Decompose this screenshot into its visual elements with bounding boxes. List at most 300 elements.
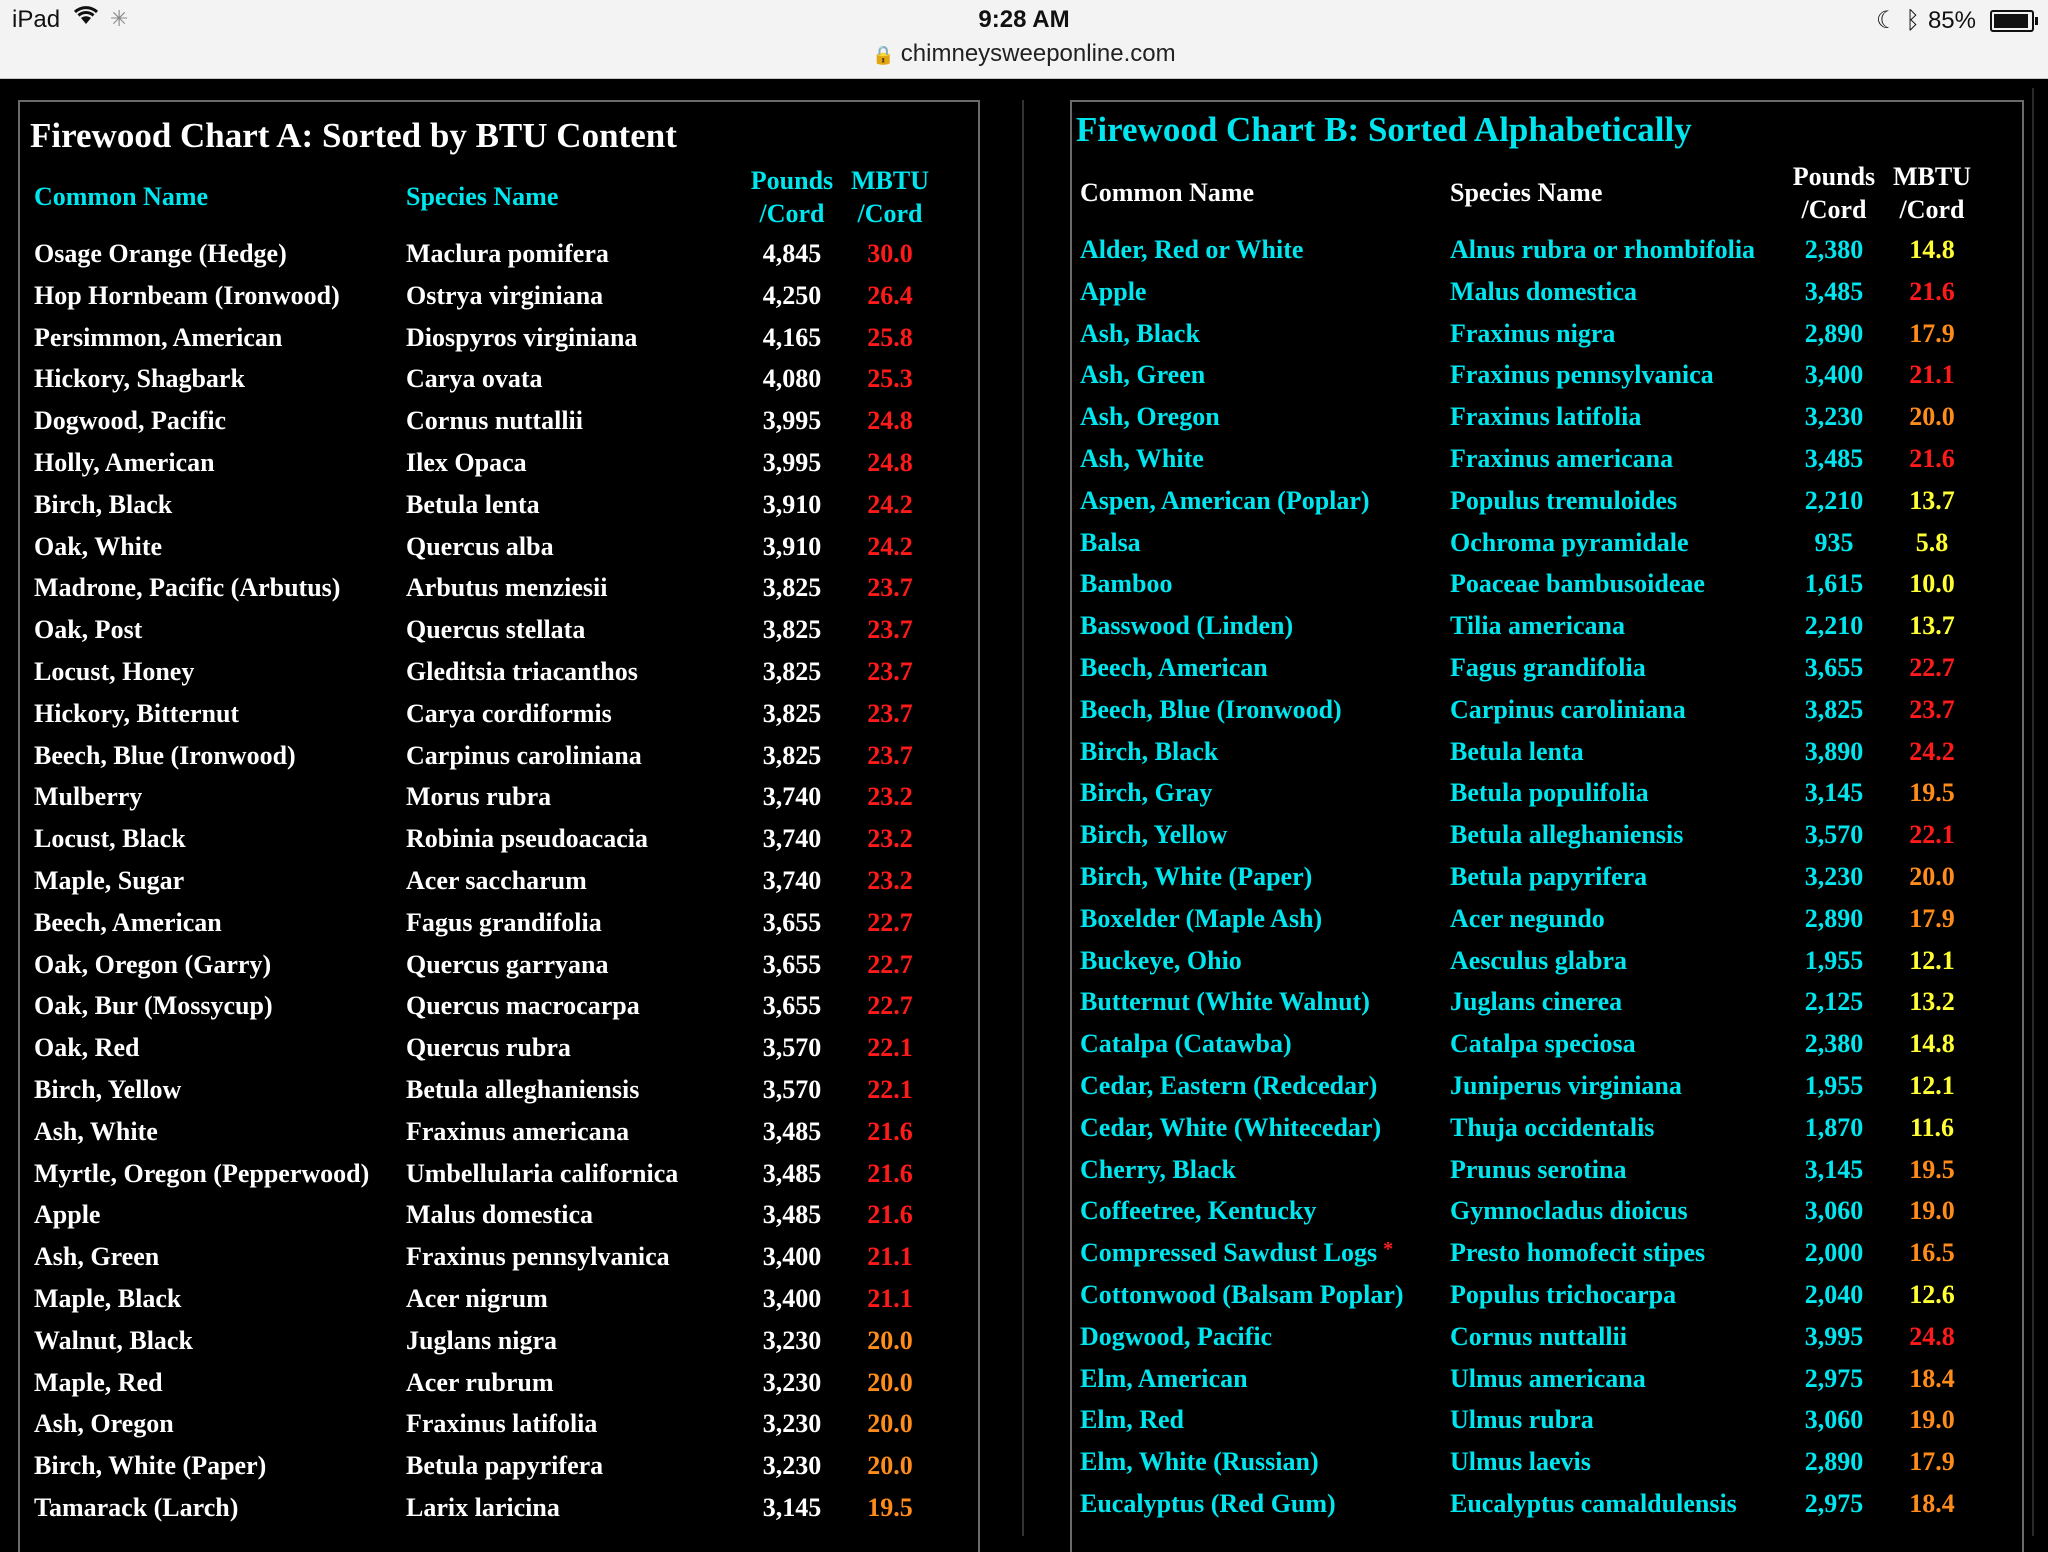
pounds-cell: 2,040 [1804,1280,1864,1309]
pounds-cell: 3,655 [762,907,822,937]
table-row [1072,1196,2022,1238]
species-name-cell: Cornus nuttallii [406,406,583,436]
mbtu-cell: 21.1 [867,1242,913,1272]
species-name-cell: Arbutus menziesii [406,573,608,603]
table-row [20,1493,978,1535]
common-name-cell: Basswood (Linden) [1080,611,1294,641]
common-name-cell: Elm, Red [1080,1405,1184,1435]
pounds-cell: 3,230 [1804,402,1864,432]
pounds-cell: 3,910 [762,531,822,561]
chart-a-header-common: Common Name [34,182,209,211]
mbtu-cell: 26.4 [867,280,913,310]
species-name-cell: Cornus nuttallii [1450,1321,1627,1351]
mbtu-cell: 24.8 [867,448,913,477]
common-name-cell: Dogwood, Pacific [34,406,227,436]
chart-b-panel [1070,100,2024,1552]
common-name-cell: Osage Orange (Hedge) [34,239,287,268]
species-name-cell: Diospyros virginiana [406,322,638,352]
battery-percent: 85% [1927,6,1976,34]
pounds-cell: 2,210 [1804,485,1864,515]
common-name-cell: Butternut (White Walnut) [1080,987,1370,1017]
common-name-cell: Maple, Red [34,1367,163,1397]
mbtu-cell: 20.0 [867,1409,913,1439]
pounds-cell: 4,250 [762,280,822,310]
pounds-cell: 3,400 [762,1284,822,1313]
mbtu-cell: 17.9 [1909,1447,1955,1477]
mbtu-cell: 22.7 [1909,653,1955,682]
pounds-cell: 3,145 [1804,778,1864,808]
mbtu-cell: 22.7 [867,949,913,979]
table-row [20,657,978,699]
common-name-cell: Maple, Sugar [34,866,185,895]
pounds-cell: 3,740 [762,782,822,812]
common-name-cell: Oak, Post [34,615,143,645]
pounds-cell: 3,400 [1804,360,1864,390]
common-name-cell: Oak, Red [34,1033,140,1063]
mbtu-cell: 24.2 [1909,736,1955,766]
species-name-cell: Fraxinus americana [406,1116,630,1146]
pounds-cell: 3,825 [762,615,822,645]
chart-a-header-mbtu: MBTU /Cord [851,166,929,228]
species-name-cell: Presto homofecit stipes [1450,1238,1706,1268]
table-row [1072,1029,2022,1071]
mbtu-cell: 18.4 [1909,1363,1955,1393]
common-name-cell: Birch, Yellow [34,1075,182,1104]
species-name-cell: Larix laricina [406,1493,560,1522]
species-name-cell: Acer nigrum [406,1284,548,1313]
pounds-cell: 3,145 [1804,1154,1864,1184]
common-name-cell: Catalpa (Catawba) [1080,1029,1292,1059]
pounds-cell: 3,230 [762,1451,822,1481]
mbtu-cell: 20.0 [867,1451,913,1481]
pounds-cell: 3,570 [762,1075,822,1104]
url-text: chimneysweeponline.com [900,40,1176,67]
pounds-cell: 3,740 [762,824,822,854]
table-row [20,1409,978,1451]
species-name-cell: Betula alleghaniensis [1450,820,1684,850]
species-name-cell: Fagus grandifolia [406,907,602,937]
mbtu-cell: 23.7 [867,657,913,686]
table-row [1072,1113,2022,1155]
species-name-cell: Juglans nigra [406,1325,557,1355]
mbtu-cell: 20.0 [1909,402,1955,432]
common-name-cell: Beech, American [34,907,222,937]
common-name-cell: Tamarack (Larch) [34,1493,239,1522]
common-name-cell: Locust, Black [34,824,186,854]
pounds-cell: 1,955 [1804,1071,1864,1100]
common-name-cell: Madrone, Pacific (Arbutus) [34,573,341,603]
common-name-cell: Hop Hornbeam (Ironwood) [34,280,340,310]
mbtu-cell: 20.0 [867,1325,913,1355]
mbtu-cell: 24.2 [867,489,913,519]
common-name-cell: Boxelder (Maple Ash) [1080,903,1323,933]
species-name-cell: Maclura pomifera [406,239,609,268]
pounds-cell: 3,570 [1804,820,1864,850]
mbtu-cell: 25.3 [867,364,913,394]
mbtu-cell: 22.7 [867,991,913,1021]
table-row [20,741,978,783]
table-row [20,908,978,950]
mbtu-cell: 24.2 [867,531,913,561]
battery-icon [1990,10,2034,32]
common-name-cell: Dogwood, Pacific [1080,1321,1273,1351]
status-bar [0,0,2048,79]
common-name-cell: Persimmon, American [34,322,283,352]
table-row [1072,1447,2022,1489]
species-name-cell: Betula papyrifera [1450,862,1648,891]
table-row [1072,277,2022,319]
pounds-cell: 3,230 [1804,862,1864,891]
mbtu-cell: 20.0 [867,1367,913,1397]
mbtu-cell: 23.2 [867,866,913,895]
pounds-cell: 2,975 [1804,1363,1864,1393]
table-row [1072,1280,2022,1322]
activity-spinner-icon: ✳ [110,6,129,31]
pounds-cell: 4,080 [762,364,822,394]
chart-a-panel [18,100,980,1552]
species-name-cell: Quercus alba [406,531,554,561]
table-row [20,1075,978,1117]
species-name-cell: Quercus rubra [406,1033,571,1063]
panel-divider [1022,100,1024,1536]
species-name-cell: Alnus rubra or rhombifolia [1450,235,1756,264]
table-row [1072,1364,2022,1406]
table-row [20,406,978,448]
species-name-cell: Juglans cinerea [1450,987,1623,1017]
species-name-cell: Fraxinus americana [1450,444,1674,473]
common-name-cell: Myrtle, Oregon (Pepperwood) [34,1158,370,1188]
species-name-cell: Betula lenta [1450,736,1584,766]
chart-a-header-species: Species Name [406,182,559,211]
mbtu-cell: 21.6 [1909,444,1955,473]
pounds-cell: 3,825 [762,698,822,728]
common-name-cell: Holly, American [34,448,215,477]
moon-icon: ☾ [1876,7,1898,34]
species-name-cell: Tilia americana [1450,611,1626,641]
mbtu-cell: 17.9 [1909,903,1955,933]
common-name-cell: Ash, White [1080,444,1204,473]
table-row [20,448,978,490]
mbtu-cell: 23.2 [867,782,913,812]
pounds-cell: 3,740 [762,866,822,895]
common-name-cell: Cherry, Black [1080,1154,1236,1184]
pounds-cell: 3,825 [762,740,822,770]
common-name-cell: Hickory, Shagbark [34,364,245,394]
table-row [20,1117,978,1159]
common-name-cell: Hickory, Bitternut [34,698,240,728]
table-row [20,866,978,908]
common-name-cell: Birch, Yellow [1080,820,1228,850]
mbtu-cell: 13.7 [1909,485,1955,515]
mbtu-cell: 19.0 [1909,1196,1955,1226]
species-name-cell: Ostrya virginiana [406,280,604,310]
common-name-cell: Beech, Blue (Ironwood) [34,740,296,770]
pounds-cell: 2,975 [1804,1489,1864,1518]
table-row [1072,319,2022,361]
common-name-cell: Ash, Oregon [34,1409,174,1439]
table-row [1072,820,2022,862]
table-row [20,239,978,281]
pounds-cell: 3,485 [762,1158,822,1188]
chart-a-title: Firewood Chart A: Sorted by BTU Content [30,116,677,155]
table-row [1072,402,2022,444]
table-row [20,1242,978,1284]
table-row [20,699,978,741]
mbtu-cell: 21.6 [867,1158,913,1188]
common-name-cell: Apple [34,1200,101,1230]
pounds-cell: 3,825 [762,657,822,686]
common-name-cell: Apple [1080,276,1147,306]
pounds-cell: 3,825 [762,573,822,603]
species-name-cell: Eucalyptus camaldulensis [1450,1489,1737,1518]
species-name-cell: Ulmus americana [1450,1363,1646,1393]
table-row [1072,444,2022,486]
species-name-cell: Quercus garryana [406,949,609,979]
common-name-cell: Mulberry [34,782,143,812]
table-row [20,1326,978,1368]
mbtu-cell: 22.1 [867,1075,913,1104]
footnote-asterisk: * [1383,1238,1394,1261]
pounds-cell: 1,870 [1804,1112,1864,1142]
species-name-cell: Umbellularia californica [406,1158,679,1188]
mbtu-cell: 23.2 [867,824,913,854]
species-name-cell: Fraxinus nigra [1450,318,1616,348]
common-name-cell: Birch, White (Paper) [34,1451,267,1481]
common-name-cell: Cedar, Eastern (Redcedar) [1080,1071,1378,1100]
table-row [20,782,978,824]
pounds-cell: 3,570 [762,1033,822,1063]
mbtu-cell: 21.1 [1909,360,1955,390]
table-row [1072,360,2022,402]
table-row [1072,946,2022,988]
pounds-cell: 3,485 [1804,444,1864,473]
pounds-cell: 3,060 [1804,1196,1864,1226]
common-name-cell: Birch, Black [34,489,173,519]
mbtu-cell: 23.7 [1909,694,1955,724]
species-name-cell: Populus tremuloides [1450,485,1678,515]
mbtu-cell: 30.0 [867,239,913,268]
pounds-cell: 3,230 [762,1409,822,1439]
table-row [20,573,978,615]
species-name-cell: Carpinus caroliniana [1450,694,1686,724]
mbtu-cell: 23.7 [867,573,913,603]
table-row [1072,569,2022,611]
pounds-cell: 1,955 [1804,945,1864,975]
species-name-cell: Fagus grandifolia [1450,653,1646,682]
species-name-cell: Acer negundo [1450,903,1605,933]
pounds-cell: 3,400 [762,1242,822,1272]
pounds-cell: 3,995 [762,448,822,477]
common-name-cell: Bamboo [1080,569,1173,599]
mbtu-cell: 14.8 [1909,1029,1955,1059]
species-name-cell: Robinia pseudoacacia [406,824,648,854]
mbtu-cell: 19.5 [1909,1154,1955,1184]
common-name-cell: Oak, Oregon (Garry) [34,949,272,979]
mbtu-cell: 22.7 [867,907,913,937]
mbtu-cell: 18.4 [1909,1489,1955,1518]
mbtu-cell: 5.8 [1915,527,1949,557]
pounds-cell: 2,125 [1804,987,1864,1017]
species-name-cell: Thuja occidentalis [1450,1112,1655,1142]
table-row [1072,987,2022,1029]
common-name-cell: Ash, Black [1080,318,1200,348]
common-name-cell: Buckeye, Ohio [1080,945,1242,975]
table-row [1072,778,2022,820]
mbtu-cell: 21.6 [867,1116,913,1146]
table-row [1072,904,2022,946]
mbtu-cell: 19.0 [1909,1405,1955,1435]
common-name-cell: Ash, Oregon [1080,402,1220,432]
pounds-cell: 3,485 [1804,276,1864,306]
species-name-cell: Fraxinus pennsylvanica [1450,360,1714,390]
mbtu-cell: 14.8 [1909,235,1955,264]
species-name-cell: Acer rubrum [406,1367,554,1397]
common-name-cell: Birch, Gray [1080,778,1213,808]
table-row [20,991,978,1033]
common-name-cell: Coffeetree, Kentucky [1080,1196,1317,1226]
species-name-cell: Carya ovata [406,364,543,394]
mbtu-cell: 23.7 [867,698,913,728]
lock-icon: 🔒 [872,45,895,65]
table-row [1072,862,2022,904]
common-name-cell: Aspen, American (Poplar) [1080,485,1370,515]
pounds-cell: 3,145 [762,1493,822,1522]
species-name-cell: Betula populifolia [1450,778,1649,808]
clock: 9:28 AM [978,6,1070,33]
species-name-cell: Malus domestica [406,1200,594,1230]
mbtu-cell: 21.6 [1909,276,1955,306]
common-name-cell: Ash, Green [1080,360,1206,390]
species-name-cell: Carpinus caroliniana [406,740,642,770]
table-row [1072,528,2022,570]
table-row [1072,235,2022,277]
table-row [20,824,978,866]
common-name-cell: Oak, Bur (Mossycup) [34,991,273,1021]
chart-b-header-pounds: Pounds /Cord [1792,162,1876,224]
species-name-cell: Aesculus glabra [1450,945,1627,975]
common-name-cell: Cedar, White (Whitecedar) [1080,1112,1382,1142]
status-right [1876,6,2034,35]
species-name-cell: Ulmus laevis [1450,1447,1591,1477]
table-row [1072,486,2022,528]
address-bar[interactable] [0,40,2048,68]
table-row [1072,1238,2022,1280]
species-name-cell: Quercus macrocarpa [406,991,640,1021]
chart-b-title: Firewood Chart B: Sorted Alphabetically [1076,110,1692,149]
pounds-cell: 2,380 [1804,235,1864,264]
pounds-cell: 4,165 [762,322,822,352]
common-name-cell: Birch, Black [1080,736,1219,766]
mbtu-cell: 23.7 [867,615,913,645]
pounds-cell: 4,845 [762,239,822,268]
table-row [1072,1071,2022,1113]
species-name-cell: Ulmus rubra [1450,1405,1594,1435]
pounds-cell: 2,890 [1804,1447,1864,1477]
common-name-cell: Eucalyptus (Red Gum) [1080,1489,1336,1518]
pounds-cell: 3,230 [762,1367,822,1397]
table-row [20,615,978,657]
pounds-cell: 3,230 [762,1325,822,1355]
species-name-cell: Ochroma pyramidale [1450,527,1689,557]
pounds-cell: 2,380 [1804,1029,1864,1059]
mbtu-cell: 24.8 [1909,1321,1955,1351]
table-row [1072,1155,2022,1197]
species-name-cell: Betula alleghaniensis [406,1075,640,1104]
species-name-cell: Prunus serotina [1450,1154,1627,1184]
chart-b-header-species: Species Name [1450,178,1603,207]
table-row [20,950,978,992]
table-row [20,1200,978,1242]
common-name-cell: Beech, Blue (Ironwood) [1080,694,1342,724]
species-name-cell: Fraxinus latifolia [1450,402,1642,432]
common-name-cell: Locust, Honey [34,657,195,686]
table-row [20,364,978,406]
pounds-cell: 2,000 [1804,1238,1864,1268]
table-row [1072,1322,2022,1364]
mbtu-cell: 16.5 [1909,1238,1955,1268]
table-row [1072,737,2022,779]
mbtu-cell: 11.6 [1909,1112,1955,1142]
pounds-cell: 2,890 [1804,318,1864,348]
table-row [20,323,978,365]
mbtu-cell: 10.0 [1909,569,1955,599]
common-name-cell: Walnut, Black [34,1325,193,1355]
species-name-cell: Carya cordiformis [406,698,612,728]
mbtu-cell: 22.1 [1909,820,1955,850]
table-row [20,1159,978,1201]
mbtu-cell: 13.2 [1909,987,1955,1017]
common-name-cell: Elm, White (Russian) [1080,1447,1319,1477]
common-name-cell: Oak, White [34,531,163,561]
pounds-cell: 3,655 [762,949,822,979]
mbtu-cell: 24.8 [867,406,913,436]
species-name-cell: Ilex Opaca [406,448,527,477]
table-row [1072,695,2022,737]
chart-b-header-common: Common Name [1080,178,1255,207]
pounds-cell: 3,825 [1804,694,1864,724]
table-row [1072,1405,2022,1447]
table-row [20,1451,978,1493]
species-name-cell: Malus domestica [1450,276,1638,306]
pounds-cell: 3,890 [1804,736,1864,766]
common-name-cell: Cottonwood (Balsam Poplar) [1080,1280,1404,1309]
pounds-cell: 3,485 [762,1200,822,1230]
table-row [20,1033,978,1075]
bluetooth-icon: ᛒ [1905,6,1920,34]
chart-b-header-mbtu: MBTU /Cord [1893,162,1971,224]
common-name-cell: Balsa [1080,527,1141,557]
species-name-cell: Acer saccharum [406,866,587,895]
species-name-cell: Fraxinus pennsylvanica [406,1242,670,1272]
species-name-cell: Betula papyrifera [406,1451,604,1481]
pounds-cell: 3,655 [1804,653,1864,682]
mbtu-cell: 19.5 [867,1493,913,1522]
species-name-cell: Poaceae bambusoideae [1450,569,1705,599]
device-name: iPad [12,6,61,33]
mbtu-cell: 13.7 [1909,611,1955,641]
table-row [1072,1489,2022,1531]
mbtu-cell: 20.0 [1909,862,1955,891]
common-name-cell: Elm, American [1080,1363,1248,1393]
chart-a-header-pounds: Pounds /Cord [750,166,834,228]
species-name-cell: Juniperus virginiana [1450,1071,1682,1100]
pounds-cell: 3,060 [1804,1405,1864,1435]
common-name-cell: Compressed Sawdust Logs * [1080,1238,1394,1268]
mbtu-cell: 12.1 [1909,945,1955,975]
table-row [1072,611,2022,653]
species-name-cell: Gymnocladus dioicus [1450,1196,1688,1226]
common-name-cell: Alder, Red or White [1080,235,1304,264]
